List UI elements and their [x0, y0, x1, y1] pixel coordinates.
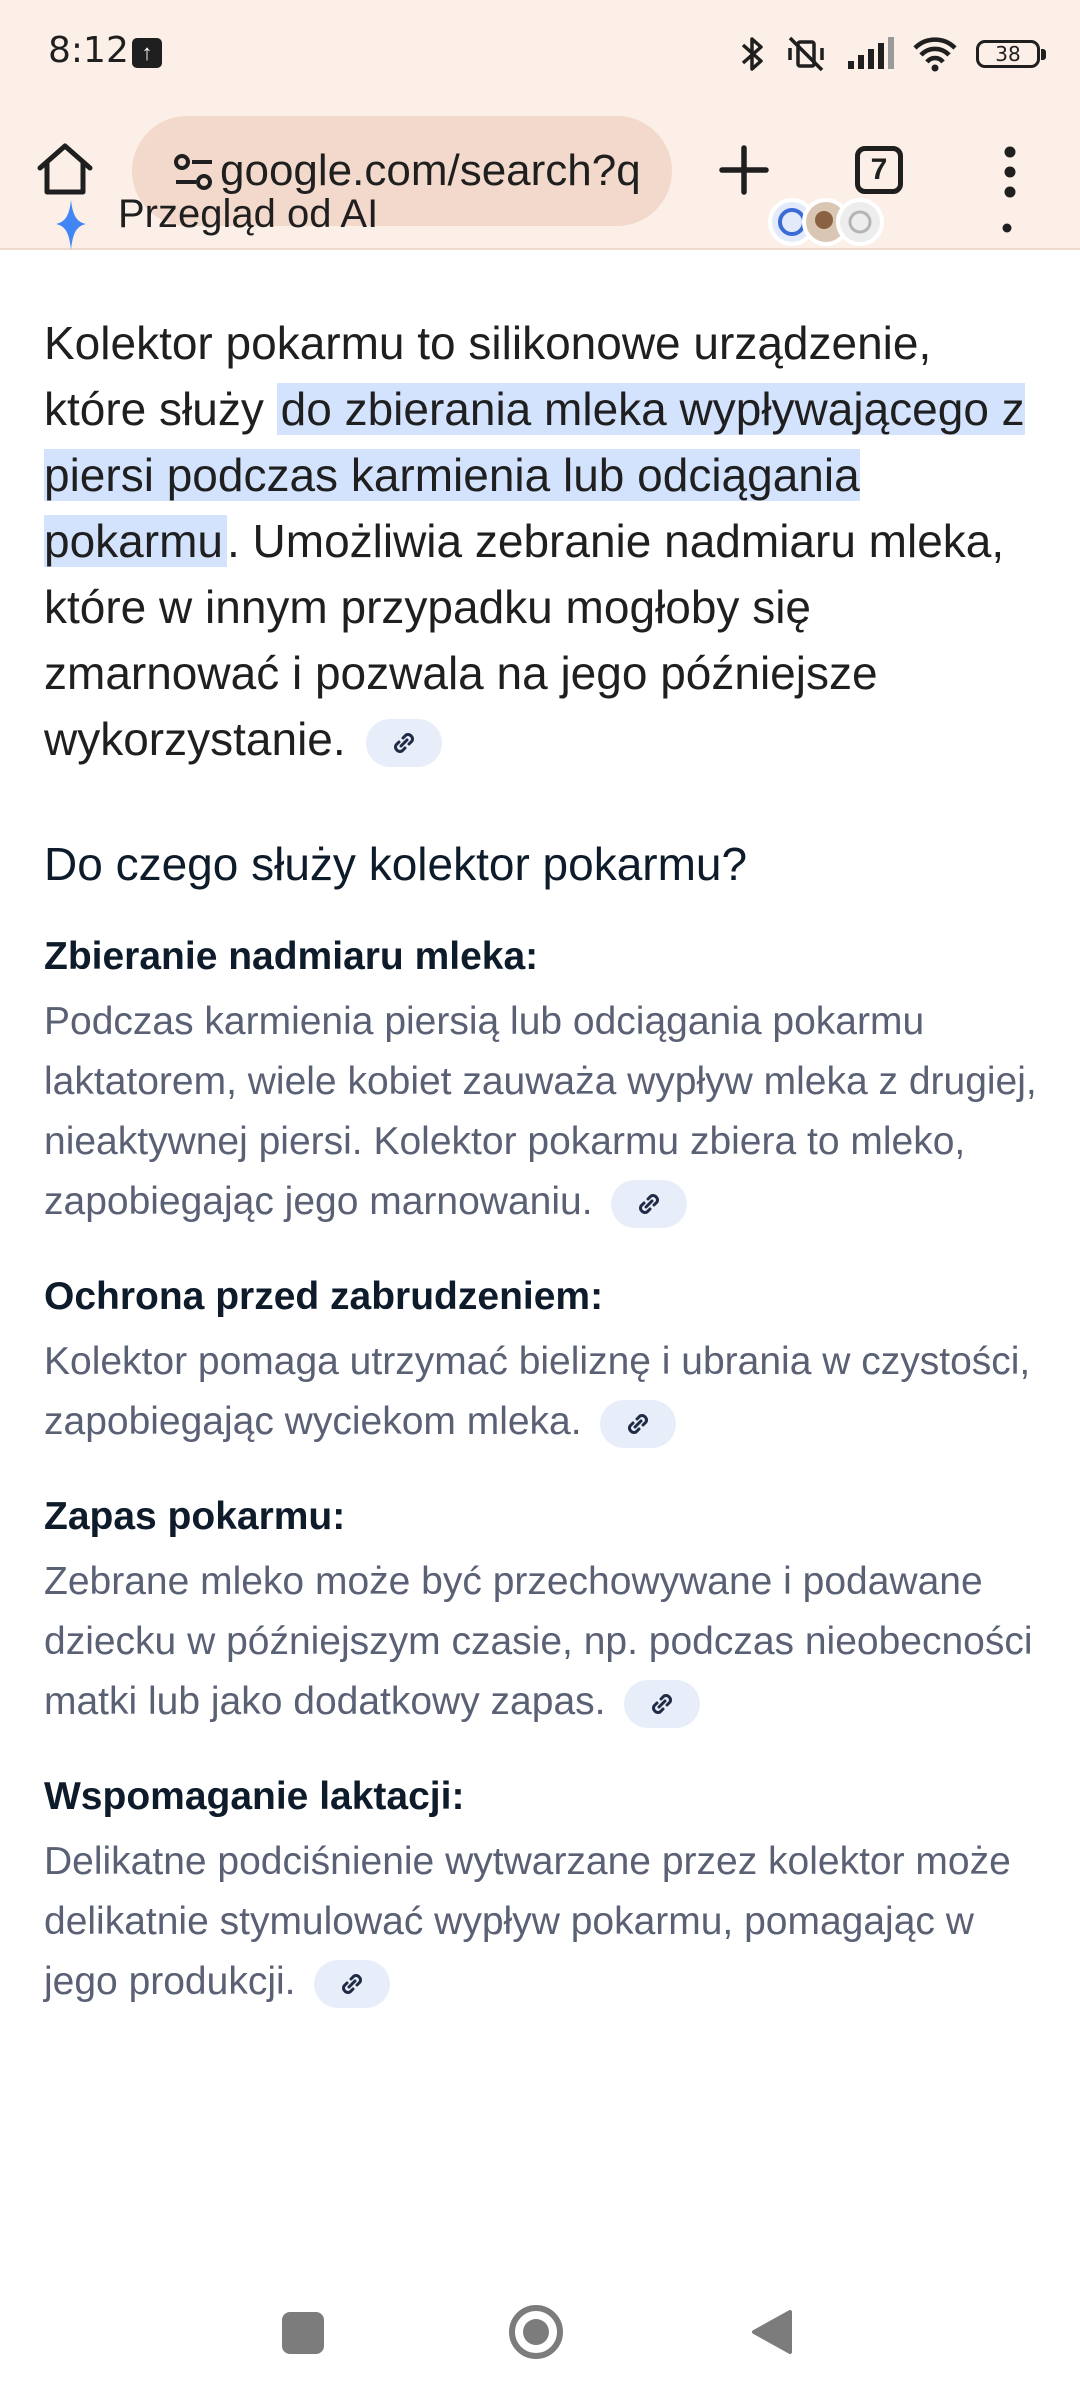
link-icon [388, 727, 420, 759]
intro-text-end: . Umożliwia zebranie nadmiaru mleka, które w innym przypadku mogłoby się zmarnować i pozwala na jego późniejsze wykorzystanie. [44, 515, 1005, 765]
intro-highlight: do zbierania mleka wypływającego z piersi podczas karmienia lub odciągania pokarmu [44, 383, 1025, 567]
ai-overview-header [0, 192, 1080, 278]
item-body-text: Podczas karmienia piersią lub odciągania pokarmu laktatorem, wiele kobiet zauważa wypływ mleka z drugiej, nieaktywnej piersi. Kolektor pokarmu zbiera to mleko, zapobiegając jego marnowaniu. [44, 1000, 1037, 1223]
item-body-text: Delikatne podciśnienie wytwarzane przez kolektor może delikatnie stymulować wypływ pokarmu, pomagając w jego produkcji. [44, 1840, 1011, 2003]
ai-overview-label: Przegląd od AI [118, 192, 379, 236]
link-icon [622, 1408, 654, 1440]
item-title: Wspomaganie laktacji: [44, 1775, 465, 1818]
status-bar [0, 0, 1080, 110]
wifi-icon [912, 36, 958, 72]
ai-overview-content [44, 310, 1044, 2012]
item-body [44, 1552, 1044, 1732]
link-icon [336, 1968, 368, 2000]
item-body [44, 992, 1044, 1232]
item-title: Ochrona przed zabrudzeniem: [44, 1275, 604, 1318]
home-nav-icon[interactable] [508, 2304, 564, 2360]
url-text[interactable]: google.com/search?q [220, 146, 641, 195]
item-body [44, 1332, 1044, 1452]
answer-item [44, 1272, 1044, 1452]
item-body-text: Kolektor pomaga utrzymać bieliznę i ubrania w czystości, zapobiegając wyciekom mleka. [44, 1340, 1031, 1443]
tune-icon[interactable] [172, 150, 216, 194]
item-title: Zbieranie nadmiaru mleka: [44, 935, 539, 978]
answer-item [44, 1492, 1044, 1732]
signal-icon [846, 37, 894, 71]
question-heading: Do czego służy kolektor pokarmu? [44, 838, 748, 890]
citation-link-button[interactable] [611, 1180, 687, 1228]
system-navigation-bar [0, 2280, 1080, 2400]
gemini-sparkle-icon [56, 200, 86, 250]
tab-switcher-icon[interactable] [855, 146, 903, 194]
item-body [44, 1832, 1044, 2012]
bluetooth-icon [740, 34, 766, 74]
back-nav-icon[interactable] [750, 2308, 794, 2356]
more-vert-icon[interactable] [995, 140, 1025, 204]
battery-indicator: 38 [976, 40, 1040, 68]
item-title: Zapas pokarmu: [44, 1495, 346, 1538]
answer-item [44, 1772, 1044, 2012]
status-icons [740, 30, 1040, 78]
vibrate-off-icon [784, 34, 828, 74]
answer-intro [44, 310, 1044, 772]
recent-apps-button[interactable] [282, 2312, 324, 2354]
link-icon [633, 1188, 665, 1220]
citation-link-button[interactable] [624, 1680, 700, 1728]
citation-link-button[interactable] [600, 1400, 676, 1448]
tab-count: 7 [870, 153, 888, 186]
source-favicons[interactable] [766, 202, 896, 252]
answer-item [44, 932, 1044, 1232]
status-time: 8:12 [48, 30, 129, 71]
more-vert-icon[interactable] [1000, 202, 1014, 242]
intro-text-start: Kolektor pokarmu to silikonowe urządzenie, które służy [44, 317, 932, 435]
link-icon [646, 1688, 678, 1720]
citation-link-button[interactable] [314, 1960, 390, 2008]
upload-notification-icon: ↑ [132, 38, 162, 68]
plus-icon[interactable] [712, 138, 776, 202]
item-body-text: Zebrane mleko może być przechowywane i podawane dziecku w późniejszym czasie, np. podczas nieobecności matki lub jako dodatkowy zapas. [44, 1560, 1033, 1723]
home-icon[interactable] [30, 134, 100, 204]
citation-link-button[interactable] [366, 719, 442, 767]
